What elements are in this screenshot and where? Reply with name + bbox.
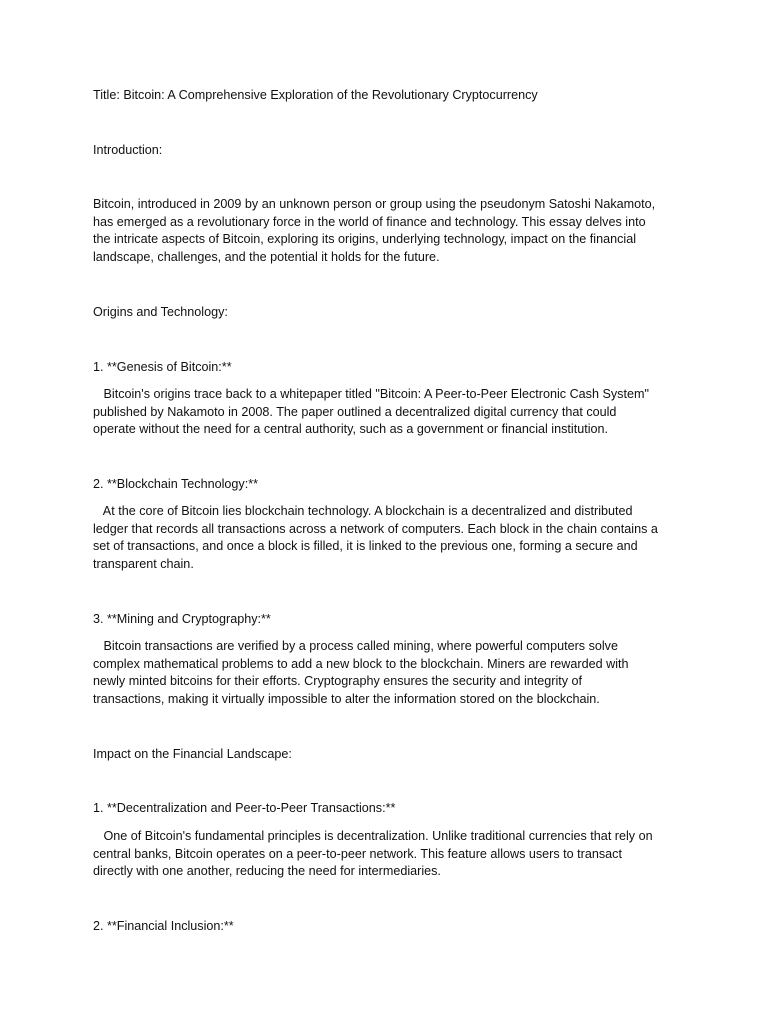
text-line: directly with one another, reducing the need for intermediaries. [93, 864, 441, 879]
text-line: complex mathematical problems to add a new block to the blockchain. Miners are rewarded with [93, 656, 629, 671]
text-line: Bitcoin's origins trace back to a whitepaper titled "Bitcoin: A Peer-to-Peer Electronic Cash System" [93, 387, 649, 401]
text-line: operate without the need for a central authority, such as a government or financial institution. [93, 422, 609, 437]
blockchain-heading: 2. **Blockchain Technology:** [93, 477, 258, 491]
text-line: Bitcoin transactions are verified by a process called mining, where powerful computers solve [93, 639, 618, 653]
text-line: transparent chain. [93, 556, 194, 571]
impact-heading: Impact on the Financial Landscape: [93, 747, 292, 761]
inclusion-heading: 2. **Financial Inclusion:** [93, 919, 234, 933]
genesis-paragraph [93, 386, 683, 439]
mining-heading: 3. **Mining and Cryptography:** [93, 612, 271, 626]
text-line: transactions, making it virtually impossible to alter the information stored on the blockchain. [93, 691, 600, 706]
origins-heading: Origins and Technology: [93, 305, 228, 319]
text-line: has emerged as a revolutionary force in the world of finance and technology. This essay delves into [93, 214, 646, 229]
blockchain-paragraph [93, 503, 683, 573]
decentralization-heading: 1. **Decentralization and Peer-to-Peer Transactions:** [93, 801, 396, 815]
text-line: central banks, Bitcoin operates on a peer-to-peer network. This feature allows users to transact [93, 846, 622, 861]
text-line: Bitcoin, introduced in 2009 by an unknown person or group using the pseudonym Satoshi Nakamoto, [93, 197, 656, 211]
introduction-paragraph [93, 196, 683, 266]
text-line: ledger that records all transactions across a network of computers. Each block in the chain contains a [93, 521, 658, 536]
genesis-heading: 1. **Genesis of Bitcoin:** [93, 360, 232, 374]
text-line: One of Bitcoin's fundamental principles is decentralization. Unlike traditional currencies that rely on [93, 829, 653, 843]
mining-paragraph [93, 638, 683, 708]
text-line: landscape, challenges, and the potential it holds for the future. [93, 249, 440, 264]
text-line: published by Nakamoto in 2008. The paper outlined a decentralized digital currency that could [93, 404, 617, 419]
text-line: the intricate aspects of Bitcoin, exploring its origins, underlying technology, impact on the financial [93, 232, 636, 247]
text-line: newly minted bitcoins for their efforts. Cryptography ensures the security and integrity of [93, 674, 583, 689]
document-title: Title: Bitcoin: A Comprehensive Exploration of the Revolutionary Cryptocurrency [93, 88, 538, 102]
introduction-heading: Introduction: [93, 143, 163, 157]
text-line: set of transactions, and once a block is filled, it is linked to the previous one, forming a secure and [93, 539, 638, 554]
text-line: At the core of Bitcoin lies blockchain technology. A blockchain is a decentralized and distributed [93, 504, 633, 518]
decentralization-paragraph [93, 828, 683, 881]
